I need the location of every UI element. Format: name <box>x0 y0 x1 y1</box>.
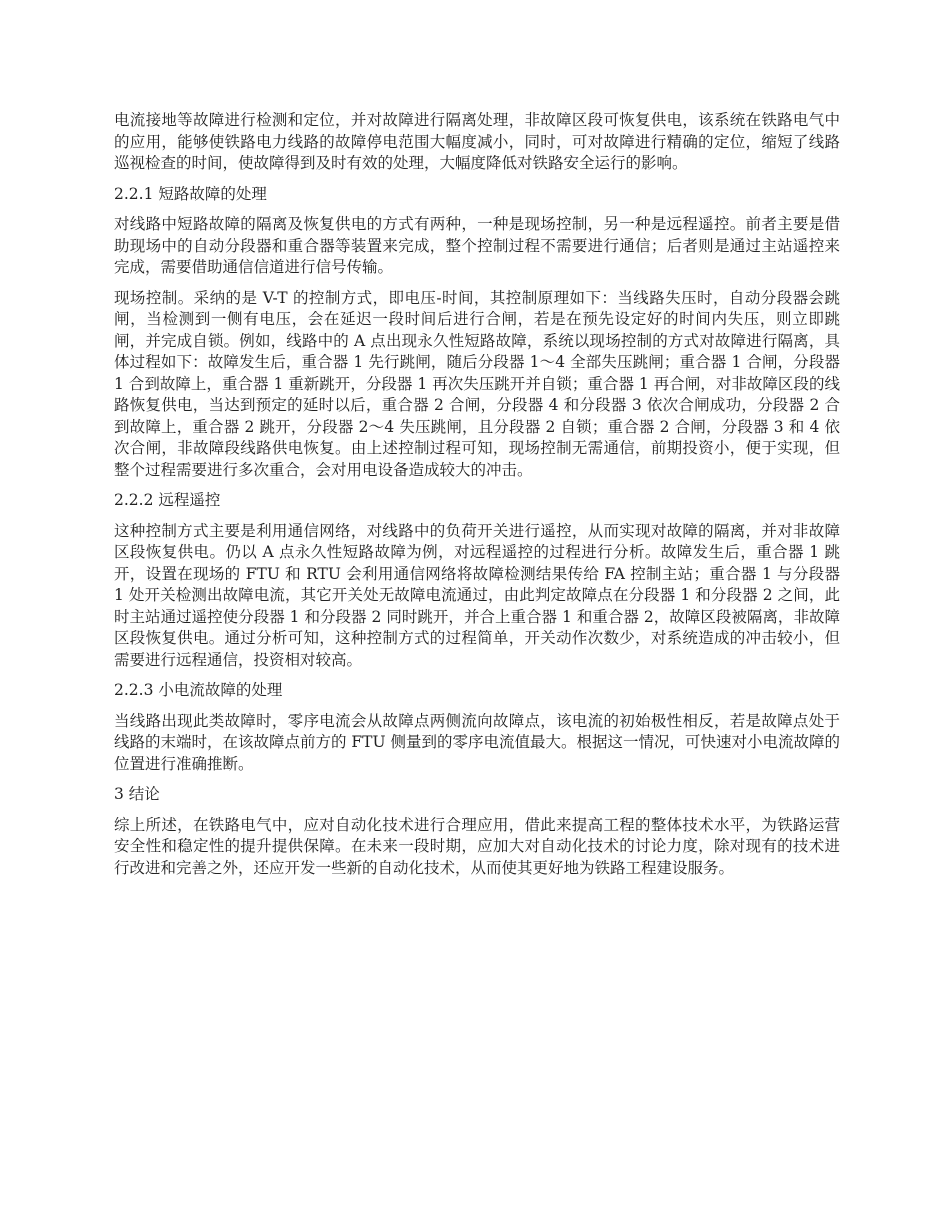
paragraph-conclusion: 综上所述，在铁路电气中，应对自动化技术进行合理应用，借此来提高工程的整体技术水平，为铁路运营安全性和稳定性的提升提供保障。在未来一段时期，应加大对自动化技术的讨论力度，除对现有的技术进行改进和完善之外，还应开发一些新的自动化技术，从而使其更好地为铁路工程建设服务。 <box>114 815 840 877</box>
paragraph-field-control: 现场控制。采纳的是 V-T 的控制方式，即电压-时间，其控制原理如下：当线路失压时，自动分段器会跳闸，当检测到一侧有电压，会在延迟一段时间后进行合闸，若是在预先设定好的时间内失压，则立即跳闸，并完成自锁。例如，线路中的 A 点出现永久性短路故障，系统以现场控制的方式对故障进行隔离，具体过程如下：故障发生后，重合器 1 先行跳闸，随后分段器 1～4 全部失压跳闸；重合器 1 合闸，分段器 1 合到故障上，重合器 1 重新跳开，分段器 1 再次失压跳开并自锁；重合器 1 再合闸，对非故障区段的线路恢复供电，当达到预定的延时以后，重合器 2 合闸，分段器 4 和分段器 3 依次合闸成功，分段器 2 合到故障上，重合器 2 跳开，分段器 2～4 失压跳闸，且分段器 2 自锁；重合器 2 合闸，分段器 3 和 4 依次合闸，非故障段线路供电恢复。由上述控制过程可知，现场控制无需通信，前期投资小，便于实现，但整个过程需要进行多次重合，会对用电设备造成较大的冲击。 <box>114 288 840 479</box>
paragraph-short-circuit-methods: 对线路中短路故障的隔离及恢复供电的方式有两种，一种是现场控制，另一种是远程遥控。前者主要是借助现场中的自动分段器和重合器等装置来完成，整个控制过程不需要进行通信；后者则是通过主站遥控来完成，需要借助通信信道进行信号传输。 <box>114 215 840 276</box>
document-page <box>114 110 840 888</box>
paragraph-remote-control: 这种控制方式主要是利用通信网络，对线路中的负荷开关进行遥控，从而实现对故障的隔离，并对非故障区段恢复供电。仍以 A 点永久性短路故障为例，对远程遥控的过程进行分析。故障发生后，重合器 1 跳开，设置在现场的 FTU 和 RTU 会利用通信网络将故障检测结果传给 FA 控制主站；重合器 1 与分段器 1 处开关检测出故障电流，其它开关处无故障电流通过，由此判定故障点在分段器 1 和分段器 2 之间，此时主站通过遥控使分段器 1 和分段器 2 同时跳开，并合上重合器 1 和重合器 2，故障区段被隔离，非故障区段恢复供电。通过分析可知，这种控制方式的过程简单，开关动作次数少，对系统造成的冲击较小，但需要进行远程通信，投资相对较高。 <box>114 521 840 669</box>
paragraph-intro-continued: 电流接地等故障进行检测和定位，并对故障进行隔离处理，非故障区段可恢复供电，该系统在铁路电气中的应用，能够使铁路电力线路的故障停电范围大幅度减小，同时，可对故障进行精确的定位，缩短了线路巡视检查的时间，使故障得到及时有效的处理，大幅度降低对铁路安全运行的影响。 <box>114 111 840 172</box>
section-heading-2-2-1: 2.2.1 短路故障的处理 <box>114 184 267 203</box>
section-heading-3-conclusion: 3 结论 <box>114 785 160 803</box>
section-heading-2-2-3: 2.2.3 小电流故障的处理 <box>114 681 283 699</box>
section-heading-2-2-2: 2.2.2 远程遥控 <box>114 491 221 509</box>
paragraph-small-current-fault: 当线路出现此类故障时，零序电流会从故障点两侧流向故障点，该电流的初始极性相反，若是故障点处于线路的末端时，在该故障点前方的 FTU 侧量到的零序电流值最大。根据这一情况，可快速对小电流故障的位置进行准确推断。 <box>114 711 841 773</box>
